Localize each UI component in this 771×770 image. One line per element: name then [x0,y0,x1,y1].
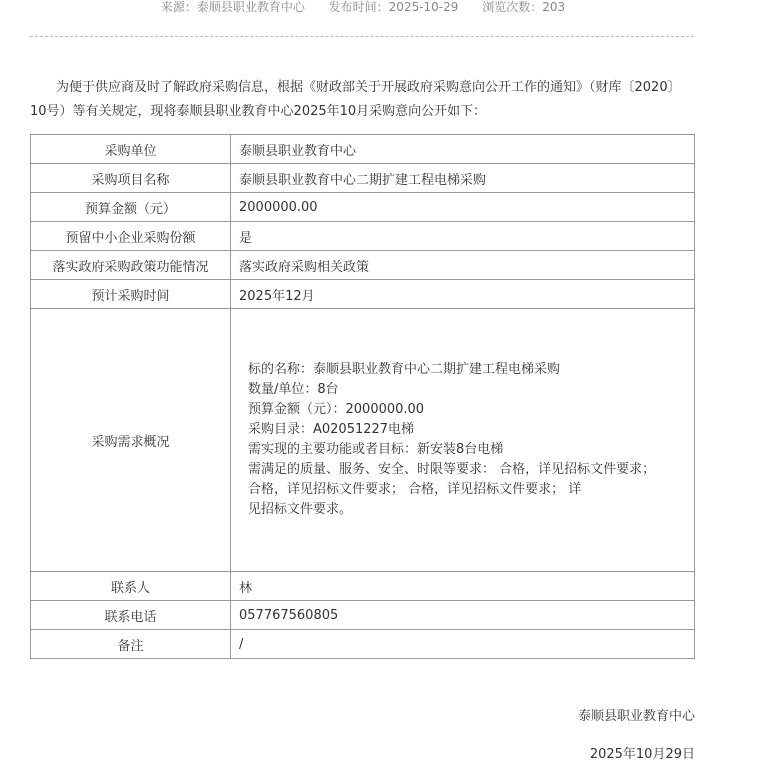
requirements-value [231,309,695,572]
row-label: 预留中小企业采购份额 [31,222,231,251]
requirement-line: 合格，详见招标文件要求； 合格，详见招标文件要求； 详 [248,482,582,497]
signature-date: 2025年10月29日 [589,747,695,762]
divider [30,36,694,37]
row-value: 是 [231,222,695,251]
row-label: 落实政府采购政策功能情况 [31,251,231,280]
row-value: 泰顺县职业教育中心 [231,135,695,164]
requirement-line: 需实现的主要功能或者目标：新安装8台电梯 [248,442,504,457]
remark-value: / [231,630,695,659]
requirement-line: 数量/单位：8台 [248,382,339,397]
requirement-line: 标的名称：泰顺县职业教育中心二期扩建工程电梯采购 [248,362,561,377]
article-meta [0,0,726,15]
requirement-line: 采购目录：A02051227电梯 [248,422,415,437]
intro-paragraph: 为便于供应商及时了解政府采购信息，根据《财政部关于开展政府采购意向公开工作的通知》（财库〔2020〕10号）等有关规定，现将泰顺县职业教育中心2025年10月采购意向公开如下： [30,80,681,119]
row-label: 采购项目名称 [31,164,231,193]
requirements-row [31,309,695,572]
remark-label: 备注 [31,630,231,659]
table-row [31,572,695,601]
table-row [31,251,695,280]
table-row [31,630,695,659]
row-label: 预算金额（元） [31,193,231,222]
table-row [31,222,695,251]
signature-org: 泰顺县职业教育中心 [577,709,695,724]
source-text: 来源：泰顺县职业教育中心 [160,0,305,14]
row-value: 2025年12月 [231,280,695,309]
requirements-label: 采购需求概况 [31,309,231,572]
table-row [31,164,695,193]
table-row [31,280,695,309]
publish-time: 发布时间：2025-10-29 [328,0,459,14]
requirement-line: 见招标文件要求。 [248,502,353,517]
requirement-line: 需满足的质量、服务、安全、时限等要求： 合格，详见招标文件要求； [248,462,656,477]
table-row [31,601,695,630]
row-value: 落实政府采购相关政策 [231,251,695,280]
table-row [31,135,695,164]
procurement-table [30,134,695,659]
row-value: 2000000.00 [231,193,695,222]
row-label: 采购单位 [31,135,231,164]
requirement-line: 预算金额（元）：2000000.00 [248,402,425,417]
row-value: 泰顺县职业教育中心二期扩建工程电梯采购 [231,164,695,193]
view-count: 浏览次数：203 [482,0,566,14]
contact-label: 联系人 [31,572,231,601]
row-label: 预计采购时间 [31,280,231,309]
contact-value: 林 [231,572,695,601]
phone-value: 057767560805 [231,601,695,630]
requirements-text [239,360,686,520]
phone-label: 联系电话 [31,601,231,630]
table-row [31,193,695,222]
